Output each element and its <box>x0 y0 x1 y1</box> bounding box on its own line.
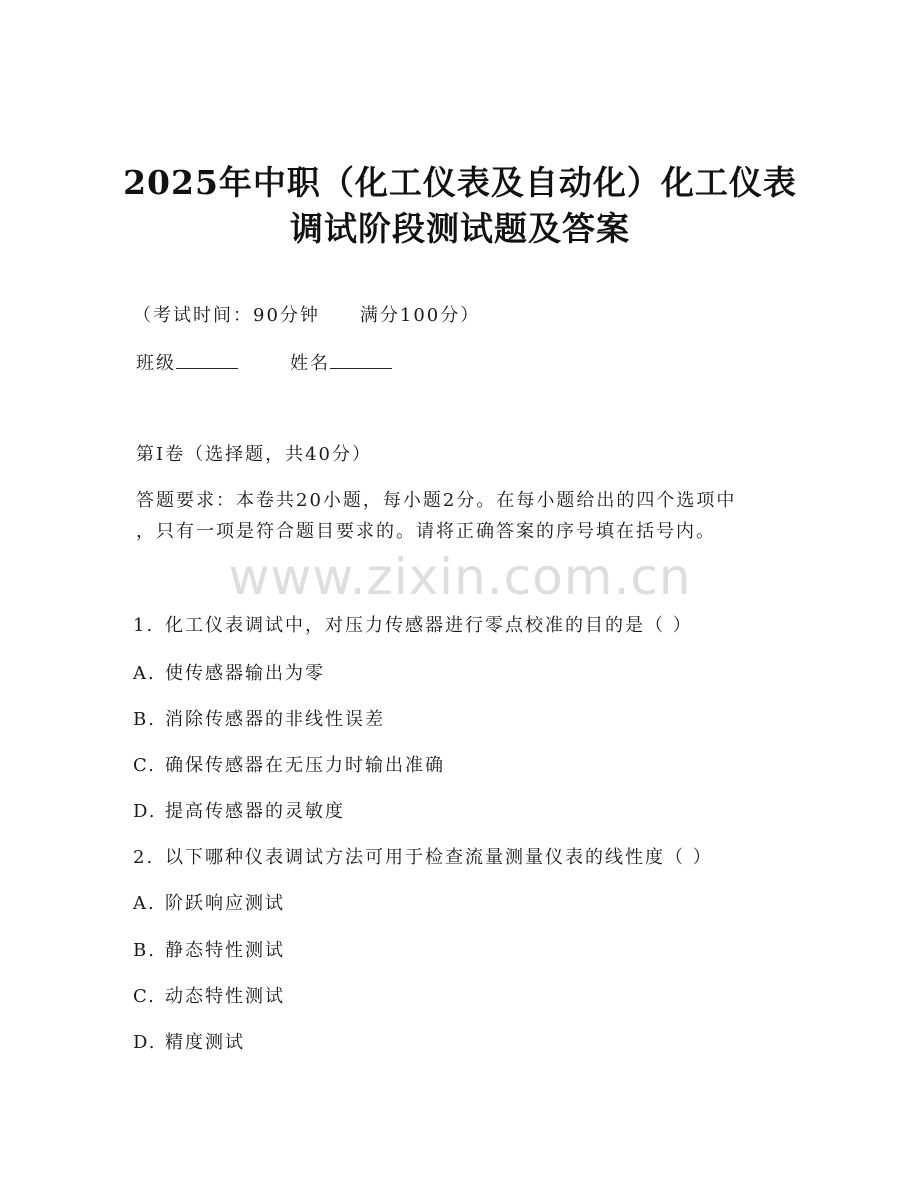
option-text: 精度测试 <box>165 1032 245 1053</box>
document-title-line-1: 2025年中职（化工仪表及自动化）化工仪表 <box>123 163 797 202</box>
document-title-line-2: 调试阶段测试题及答案 <box>290 209 630 248</box>
question-text: 以下哪种仪表调试方法可用于检查流量测量仪表的线性度（ ） <box>165 847 713 868</box>
option-text: 消除传感器的非线性误差 <box>165 709 385 730</box>
full-score: 满分100分） <box>359 305 481 326</box>
class-blank <box>176 352 238 369</box>
student-info-line <box>136 349 392 375</box>
option-letter: C. <box>133 986 156 1007</box>
question-2 <box>133 843 713 869</box>
requirement-line-1: 答题要求：本卷共20小题，每小题2分。在每小题给出的四个选项中 <box>136 490 737 511</box>
option-letter: B. <box>133 940 156 961</box>
class-label: 班级 <box>136 353 176 374</box>
option-text: 动态特性测试 <box>165 986 285 1007</box>
option-text: 阶跃响应测试 <box>165 893 285 914</box>
option-a <box>133 889 285 915</box>
exam-time: （考试时间：90分钟 <box>133 305 320 326</box>
option-b <box>133 936 285 962</box>
name-label: 姓名 <box>290 353 330 374</box>
option-text: 静态特性测试 <box>165 940 285 961</box>
exam-info <box>133 301 480 327</box>
question-1 <box>133 611 693 637</box>
option-b <box>133 705 385 731</box>
option-c <box>133 982 285 1008</box>
option-text: 使传感器输出为零 <box>165 663 325 684</box>
option-text: 确保传感器在无压力时输出准确 <box>165 755 445 776</box>
name-blank <box>330 352 392 369</box>
option-letter: D. <box>133 801 157 822</box>
option-a <box>133 659 325 685</box>
question-text: 化工仪表调试中，对压力传感器进行零点校准的目的是（ ） <box>165 615 693 636</box>
option-letter: C. <box>133 755 156 776</box>
question-number: 2. <box>133 847 155 868</box>
requirement-line-2: ，只有一项是符合题目要求的。请将正确答案的序号填在括号内。 <box>136 521 716 542</box>
option-letter: B. <box>133 709 156 730</box>
option-text: 提高传感器的灵敏度 <box>165 801 345 822</box>
option-letter: A. <box>133 893 156 914</box>
option-d <box>133 797 345 823</box>
option-letter: A. <box>133 663 156 684</box>
watermark: www.zixin.com.cn <box>228 548 692 606</box>
option-c <box>133 751 445 777</box>
option-letter: D. <box>133 1032 157 1053</box>
question-number: 1. <box>133 615 155 636</box>
option-d <box>133 1028 245 1054</box>
section-title: 第Ⅰ卷（选择题，共40分） <box>136 444 373 465</box>
